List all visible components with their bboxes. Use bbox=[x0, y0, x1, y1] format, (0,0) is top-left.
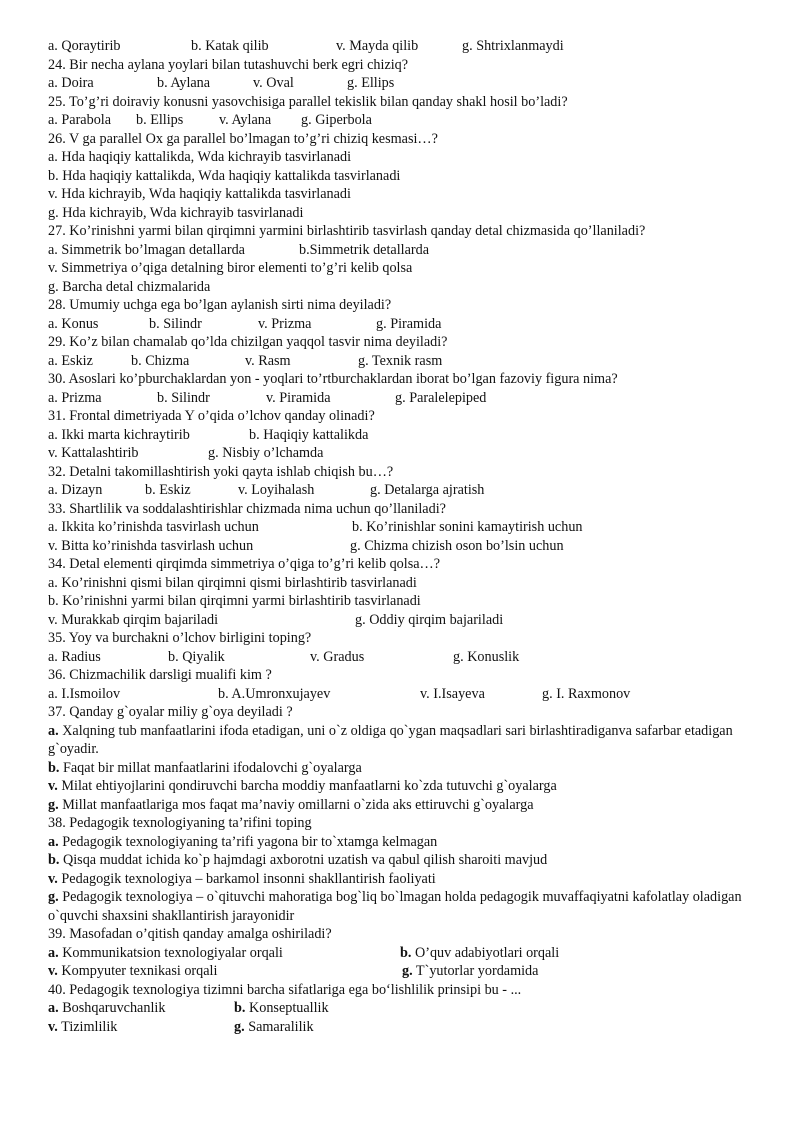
answer-option: b. Ko’rinishlar sonini kamaytirish uchun bbox=[352, 519, 583, 535]
answer-option: g. Oddiy qirqim bajariladi bbox=[355, 611, 504, 628]
answer-options-row bbox=[48, 1018, 763, 1037]
option-letter: b. bbox=[400, 944, 412, 961]
question-text: 36. Chizmachilik darsligi mualifi kim ? bbox=[48, 667, 272, 683]
answer-option: v. Mayda qilib bbox=[336, 38, 419, 54]
answer-option: a. Konus bbox=[48, 315, 99, 332]
answer-option: g. Paralelepiped bbox=[395, 389, 487, 406]
answer-option: g. Chizma chizish oson bo’lsin uchun bbox=[350, 537, 564, 554]
answer-option: v. Piramida bbox=[266, 389, 331, 406]
answer-option: b. Silindr bbox=[149, 315, 202, 332]
option-letter: v. bbox=[48, 1018, 58, 1035]
answer-option bbox=[234, 1018, 314, 1037]
option-text: Kompyuter texnikasi orqali bbox=[57, 963, 218, 979]
answer-option: b. Silindr bbox=[157, 389, 210, 406]
question-text: 39. Masofadan o’qitish qanday amalga oshiriladi? bbox=[48, 926, 332, 942]
option-letter: v. bbox=[48, 963, 58, 979]
answer-option bbox=[234, 999, 329, 1018]
option-text: Millat manfaatlariga mos faqat ma’naviy omillarni o`zida aks ettiruvchi g`oyalarga bbox=[58, 796, 534, 813]
option-letter: a. bbox=[48, 833, 59, 850]
answer-options-row bbox=[48, 648, 763, 667]
answer-option: a. Parabola bbox=[48, 112, 112, 128]
answer-option: v. I.Isayeva bbox=[420, 685, 485, 702]
answer-option: b.Simmetrik detallarda bbox=[299, 241, 430, 258]
option-text: Faqat bir millat manfaatlarini ifodalovchi g`oyalarga bbox=[59, 759, 362, 776]
answer-options-row bbox=[48, 537, 763, 556]
answer-options-row bbox=[48, 241, 763, 260]
answer-options-row bbox=[48, 315, 763, 334]
question-text: 34. Detal elementi qirqimda simmetriya o’qiga to’g’ri kelib qolsa…? bbox=[48, 556, 441, 572]
answer-options-row bbox=[48, 426, 763, 445]
answer-options-row bbox=[48, 111, 763, 130]
answer-option bbox=[402, 962, 538, 981]
option-letter: g. bbox=[402, 963, 413, 979]
option-letter: g. bbox=[48, 796, 59, 813]
option-letter: g. bbox=[48, 889, 59, 905]
answer-option: v. Prizma bbox=[258, 315, 312, 332]
answer-options-row bbox=[48, 444, 763, 463]
option-text: Kommunikatsion texnologiyalar orqali bbox=[58, 944, 283, 961]
answer-option: g. Giperbola bbox=[301, 112, 372, 128]
question-text: 40. Pedagogik texnologiya tizimni barcha sifatlariga ega bo‘lishlilik prinsipi bu - ... bbox=[48, 981, 522, 998]
answer-option: b. Haqiqiy kattalikda bbox=[249, 426, 369, 443]
question-text: 35. Yoy va burchakni o’lchov birligini toping? bbox=[48, 630, 312, 646]
document-body bbox=[48, 37, 763, 1036]
option-text: O’quv adabiyotlari orqali bbox=[411, 944, 560, 961]
option-letter: a. bbox=[48, 722, 59, 739]
answer-option: b. Aylana bbox=[157, 75, 211, 91]
answer-option bbox=[400, 944, 559, 963]
option-letter: b. bbox=[234, 1000, 246, 1016]
answer-option: v. Oval bbox=[253, 75, 294, 91]
answer-option bbox=[48, 1019, 117, 1035]
answer-option bbox=[48, 722, 763, 759]
option-letter: v. bbox=[48, 778, 58, 794]
answer-option bbox=[48, 777, 763, 796]
answer-option: v. Gradus bbox=[310, 648, 365, 665]
option-text: Milat ehtiyojlarini qondiruvchi barcha moddiy manfaatlarni ko`zda tutuvchi g`oyalarga bbox=[57, 778, 557, 794]
answer-option: g. I. Raxmonov bbox=[542, 685, 631, 702]
question-text: 28. Umumiy uchga ega bo’lgan aylanish sirti nima deyiladi? bbox=[48, 297, 392, 313]
option-text: Xalqning tub manfaatlarini ifoda etadigan, uni o`z oldiga qo`ygan maqsadlari sari birlashtiradiganva safarbar etadigan g`oyadir. bbox=[48, 722, 733, 757]
answer-option: a. Ko’rinishni qismi bilan qirqimni qismi birlashtirib tasvirlanadi bbox=[48, 574, 417, 591]
option-text: Qisqa muddat ichida ko`p hajmdagi axborotni uzatish va qabul qilish sharoiti mavjud bbox=[59, 852, 548, 868]
answer-option: a. Prizma bbox=[48, 389, 102, 406]
answer-option: a. Hda haqiqiy kattalikda, Wda kichrayib tasvirlanadi bbox=[48, 149, 352, 165]
answer-option: a. Doira bbox=[48, 75, 94, 91]
answer-option bbox=[48, 796, 763, 815]
question-text: 37. Qanday g`oyalar miliy g`oya deyiladi ? bbox=[48, 704, 293, 720]
answer-option: a. I.Ismoilov bbox=[48, 685, 121, 702]
answer-option bbox=[48, 870, 763, 889]
answer-options-row bbox=[48, 74, 763, 93]
question-text: 26. V ga parallel Ox ga parallel bo’lmagan to’g’ri chiziq kesmasi…? bbox=[48, 130, 438, 147]
answer-option: b. Hda haqiqiy kattalikda, Wda haqiqiy kattalikda tasvirlanadi bbox=[48, 167, 401, 184]
answer-option: b. Katak qilib bbox=[191, 38, 269, 54]
answer-option bbox=[48, 833, 763, 852]
question-text: 31. Frontal dimetriyada Y o’qida o’lchov qanday olinadi? bbox=[48, 408, 375, 424]
answer-option: a. Eskiz bbox=[48, 352, 93, 369]
option-letter: g. bbox=[234, 1018, 245, 1035]
option-letter: b. bbox=[48, 852, 60, 868]
answer-option: v. Bitta ko’rinishda tasvirlash uchun bbox=[48, 537, 254, 554]
question-text: 38. Pedagogik texnologiyaning ta’rifini toping bbox=[48, 815, 312, 831]
answer-options-row bbox=[48, 944, 763, 963]
answer-option: v. Aylana bbox=[219, 112, 272, 128]
answer-option: v. Kattalashtirib bbox=[48, 445, 139, 461]
answer-option bbox=[48, 945, 283, 961]
option-text: Boshqaruvchanlik bbox=[58, 1000, 166, 1016]
option-letter: v. bbox=[48, 870, 58, 887]
answer-option: g. Texnik rasm bbox=[358, 352, 443, 369]
answer-option: b. Chizma bbox=[131, 352, 190, 369]
answer-options-row bbox=[48, 685, 763, 704]
answer-option: a. Radius bbox=[48, 648, 101, 665]
question-text: 25. To’g’ri doiraviy konusni yasovchisiga parallel tekislik bilan qanday shakl hosil bo’ladi? bbox=[48, 93, 568, 110]
answer-options-row bbox=[48, 962, 763, 981]
answer-option: a. Dizayn bbox=[48, 482, 103, 498]
answer-option: a. Qoraytirib bbox=[48, 38, 121, 54]
answer-options-row bbox=[48, 518, 763, 537]
option-text: Pedagogik texnologiya – barkamol insonni shakllantirish faoliyati bbox=[57, 870, 436, 887]
answer-option: g. Nisbiy o’lchamda bbox=[208, 445, 324, 461]
answer-option: a. Simmetrik bo’lmagan detallarda bbox=[48, 241, 245, 258]
option-text: Pedagogik texnologiyaning ta’rifi yagona bir to`xtamga kelmagan bbox=[58, 833, 438, 850]
option-letter: b. bbox=[48, 759, 60, 776]
option-text: T`yutorlar yordamida bbox=[412, 963, 539, 979]
answer-option: g. Barcha detal chizmalarida bbox=[48, 278, 211, 295]
answer-option: a. Ikki marta kichraytirib bbox=[48, 426, 190, 443]
option-text: Pedagogik texnologiya – o`qituvchi mahoratiga bog`liq bo`lmagan holda pedagogik muvaffaqiyatni kafolatlay oladigan o`quvchi shaxsini shakllantirish jarayonidir bbox=[48, 889, 742, 924]
question-text: 24. Bir necha aylana yoylari bilan tutashuvchi berk egri chiziq? bbox=[48, 56, 409, 73]
answer-option bbox=[48, 888, 763, 925]
question-text: 27. Ko’rinishni yarmi bilan qirqimni yarmini birlashtirib tasvirlash qanday detal chizmasida qo’llaniladi? bbox=[48, 223, 646, 239]
question-text: 30. Asoslari ko’pburchaklardan yon - yoqlari to’rtburchaklardan iborat bo’lgan fazoviy figura nima? bbox=[48, 371, 618, 387]
option-letter: a. bbox=[48, 1000, 59, 1016]
answer-option: g. Detalarga ajratish bbox=[370, 482, 485, 498]
answer-option: v. Loyihalash bbox=[238, 482, 315, 498]
option-text: Samaralilik bbox=[244, 1018, 314, 1035]
answer-option: g. Shtrixlanmaydi bbox=[462, 38, 564, 54]
answer-options-row bbox=[48, 999, 763, 1018]
answer-option: b. Eskiz bbox=[145, 482, 191, 498]
answer-options-row bbox=[48, 37, 763, 56]
answer-option: g. Konuslik bbox=[453, 648, 520, 665]
answer-option bbox=[48, 1000, 165, 1016]
answer-option: b. A.Umronxujayev bbox=[218, 685, 331, 702]
option-text: Tizimlilik bbox=[57, 1018, 118, 1035]
answer-option bbox=[48, 759, 763, 778]
answer-option: b. Ko’rinishni yarmi bilan qirqimni yarmi birlashtirib tasvirlanadi bbox=[48, 593, 421, 609]
question-text: 29. Ko’z bilan chamalab qo’lda chizilgan yaqqol tasvir nima deyiladi? bbox=[48, 334, 448, 350]
answer-option bbox=[48, 963, 217, 979]
answer-options-row bbox=[48, 611, 763, 630]
answer-option: v. Murakkab qirqim bajariladi bbox=[48, 611, 219, 628]
answer-option: g. Hda kichrayib, Wda kichrayib tasvirlanadi bbox=[48, 204, 304, 221]
option-text: Konseptuallik bbox=[245, 1000, 329, 1016]
answer-option: a. Ikkita ko’rinishda tasvirlash uchun bbox=[48, 519, 259, 535]
question-text: 32. Detalni takomillashtirish yoki qayta ishlab chiqish bu…? bbox=[48, 463, 394, 480]
answer-option: g. Ellips bbox=[347, 75, 395, 91]
answer-option: v. Hda kichrayib, Wda haqiqiy kattalikda tasvirlanadi bbox=[48, 186, 351, 202]
answer-option: v. Rasm bbox=[245, 352, 291, 369]
answer-option: b. Qiyalik bbox=[168, 648, 225, 665]
question-text: 33. Shartlilik va soddalashtirishlar chizmada nima uchun qo’llaniladi? bbox=[48, 500, 446, 517]
answer-option: b. Ellips bbox=[136, 112, 184, 128]
answer-option: v. Simmetriya o’qiga detalning biror elementi to’g’ri kelib qolsa bbox=[48, 260, 413, 276]
answer-option bbox=[48, 851, 763, 870]
answer-options-row bbox=[48, 352, 763, 371]
answer-options-row bbox=[48, 481, 763, 500]
option-letter: a. bbox=[48, 944, 59, 961]
answer-options-row bbox=[48, 389, 763, 408]
answer-option: g. Piramida bbox=[376, 315, 442, 332]
